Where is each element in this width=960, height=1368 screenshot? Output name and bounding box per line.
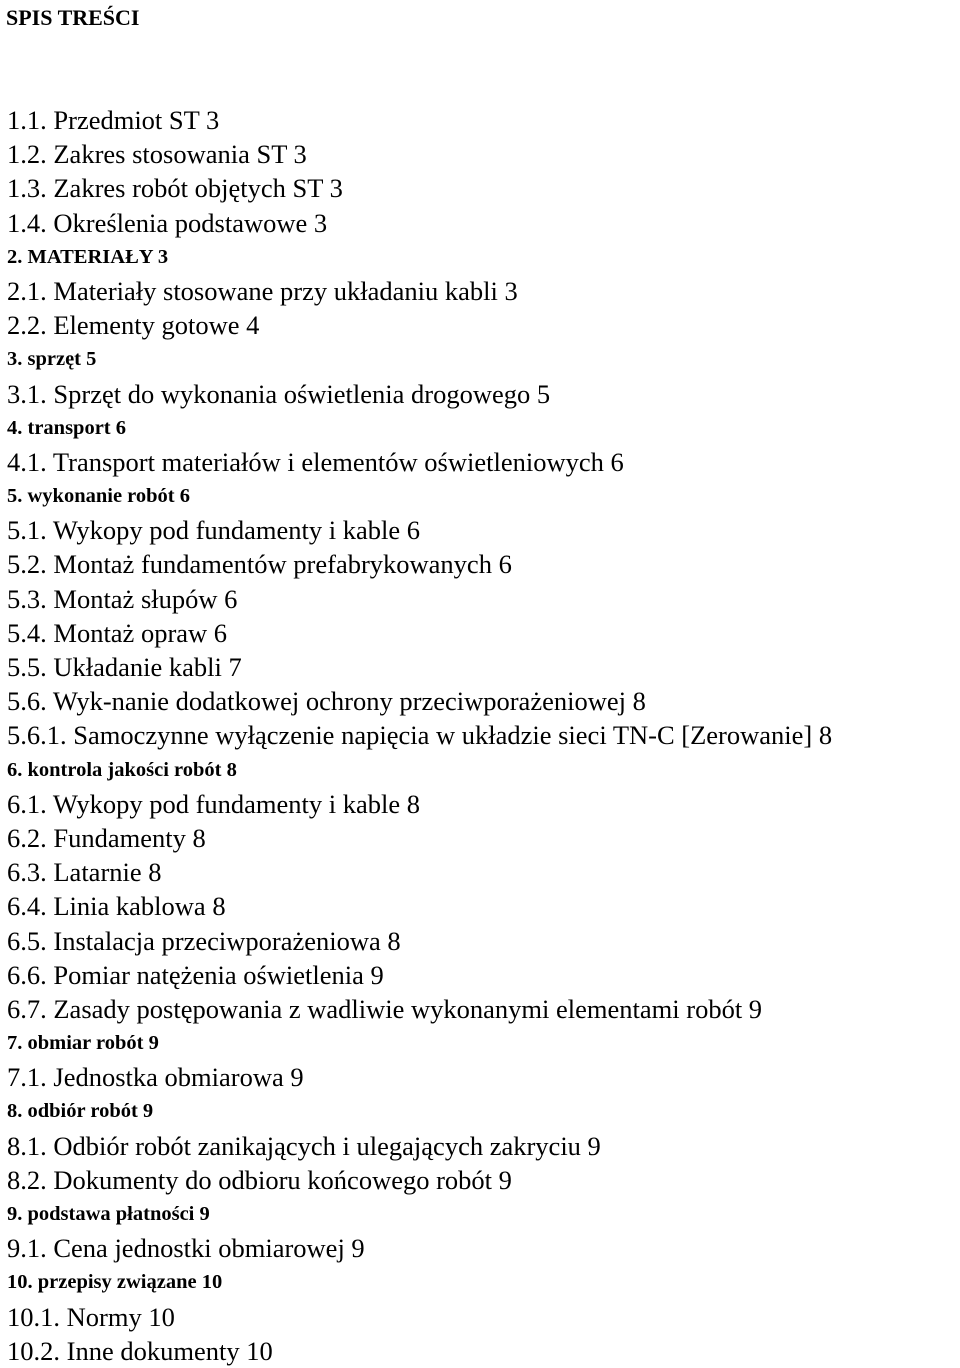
toc-subsection-entry: 2.2. Elementy gotowe 4 [7,310,260,341]
toc-subsection-entry: 7.1. Jednostka obmiarowa 9 [7,1062,304,1093]
toc-section-heading: 10. przepisy związane 10 [7,1271,223,1294]
toc-subsection-entry: 5.5. Układanie kabli 7 [7,652,242,682]
toc-subsection-entry: 4.1. Transport materiałów i elementów oświetleniowych 6 [7,446,624,477]
toc-subsection-entry: 6.6. Pomiar natężenia oświetlenia 9 [7,959,384,990]
toc-section-heading: 7. obmiar robót 9 [7,1032,159,1055]
toc-subsection-entry: 8.2. Dokumenty do odbioru końcowego robót 9 [7,1164,512,1195]
toc-subsection-entry: 6.3. Latarnie 8 [7,857,162,888]
toc-section-heading: 9. podstawa płatności 9 [7,1203,210,1225]
toc-subsection-entry: 5.6. Wyk-nanie dodatkowej ochrony przeciwporażeniowej 8 [7,686,646,717]
toc-subsection-entry: 6.1. Wykopy pod fundamenty i kable 8 [7,788,421,819]
toc-section-heading: 6. kontrola jakości robót 8 [7,758,237,781]
toc-subsection-entry: 1.3. Zakres robót objętych ST 3 [7,173,343,204]
toc-subsection-entry: 8.1. Odbiór robót zanikających i ulegających zakryciu 9 [7,1130,601,1161]
toc-subsection-entry: 10.2. Inne dokumenty 10 [7,1335,273,1366]
toc-list [7,103,832,1368]
toc-subsection-entry: 1.4. Określenia podstawowe 3 [7,207,328,238]
toc-subsection-entry: 5.3. Montaż słupów 6 [7,583,238,614]
toc-subsection-entry: 2.1. Materiały stosowane przy układaniu kabli 3 [7,275,518,306]
toc-subsection-entry: 5.4. Montaż opraw 6 [7,617,228,648]
toc-subsection-entry: 1.2. Zakres stosowania ST 3 [7,139,307,170]
toc-subsection-entry: 6.5. Instalacja przeciwporażeniowa 8 [7,925,401,956]
toc-subsection-entry: 6.4. Linia kablowa 8 [7,891,226,922]
toc-subsection-entry: 5.1. Wykopy pod fundamenty i kable 6 [7,515,421,546]
toc-section-heading: 2. MATERIAŁY 3 [7,245,169,268]
toc-subsection-entry: 5.2. Montaż fundamentów prefabrykowanych 6 [7,549,512,580]
toc-section-heading: 5. wykonanie robót 6 [7,485,191,508]
toc-title: SPIS TREŚCI [6,5,140,30]
toc-subsection-entry: 10.1. Normy 10 [7,1301,175,1332]
toc-subsection-entry: 1.1. Przedmiot ST 3 [7,105,220,135]
toc-section-heading: 8. odbiór robót 9 [7,1100,154,1123]
toc-section-heading: 3. sprzęt 5 [7,348,97,371]
toc-subsection-entry: 5.6.1. Samoczynne wyłączenie napięcia w układzie sieci TN-C [Zerowanie] 8 [7,720,833,751]
toc-subsection-entry: 6.7. Zasady postępowania z wadliwie wykonanymi elementami robót 9 [7,993,763,1024]
toc-subsection-entry: 3.1. Sprzęt do wykonania oświetlenia drogowego 5 [7,378,551,409]
toc-section-heading: 4. transport 6 [7,416,127,439]
toc-subsection-entry: 6.2. Fundamenty 8 [7,822,206,853]
toc-subsection-entry: 9.1. Cena jednostki obmiarowej 9 [7,1233,365,1264]
